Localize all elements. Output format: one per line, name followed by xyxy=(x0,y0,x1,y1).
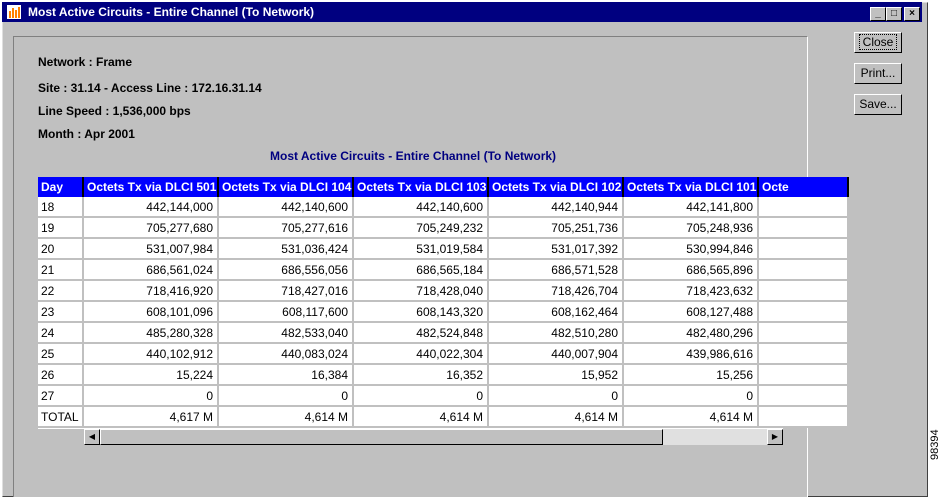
octets-cell: 485,280,328 xyxy=(83,322,218,343)
data-table xyxy=(38,177,849,428)
octets-cell: 4,614 M xyxy=(218,406,353,427)
column-header-dlci-104[interactable]: Octets Tx via DLCI 104 xyxy=(218,177,353,197)
octets-cell: 15,224 xyxy=(83,364,218,385)
day-cell: 21 xyxy=(38,259,83,280)
day-cell: TOTAL xyxy=(38,406,83,427)
octets-cell xyxy=(758,217,848,238)
month-label: Month : Apr 2001 xyxy=(38,127,135,141)
octets-cell: 686,565,896 xyxy=(623,259,758,280)
octets-cell: 608,127,488 xyxy=(623,301,758,322)
table-row[interactable] xyxy=(38,259,848,280)
octets-cell: 608,101,096 xyxy=(83,301,218,322)
octets-cell xyxy=(758,322,848,343)
octets-cell: 4,617 M xyxy=(83,406,218,427)
scrollbar-thumb[interactable] xyxy=(100,429,663,445)
save-button[interactable] xyxy=(854,94,902,115)
print-button[interactable] xyxy=(854,63,902,84)
day-cell: 20 xyxy=(38,238,83,259)
table-row[interactable] xyxy=(38,301,848,322)
octets-cell: 705,277,616 xyxy=(218,217,353,238)
table-row[interactable] xyxy=(38,364,848,385)
octets-cell xyxy=(758,197,848,217)
octets-cell: 718,427,016 xyxy=(218,280,353,301)
octets-cell: 0 xyxy=(218,385,353,406)
network-label: Network : Frame xyxy=(38,55,133,69)
maximize-button[interactable]: □ xyxy=(886,7,902,21)
octets-cell: 705,248,936 xyxy=(623,217,758,238)
column-header-dlci-103[interactable]: Octets Tx via DLCI 103 xyxy=(353,177,488,197)
octets-cell: 442,140,600 xyxy=(353,197,488,217)
octets-cell: 531,036,424 xyxy=(218,238,353,259)
octets-cell: 718,416,920 xyxy=(83,280,218,301)
octets-cell xyxy=(758,343,848,364)
column-header-day[interactable]: Day xyxy=(38,177,83,197)
octets-cell xyxy=(758,301,848,322)
octets-cell: 16,384 xyxy=(218,364,353,385)
octets-cell: 439,986,616 xyxy=(623,343,758,364)
octets-cell xyxy=(758,280,848,301)
day-cell: 24 xyxy=(38,322,83,343)
octets-cell: 686,565,184 xyxy=(353,259,488,280)
octets-cell: 4,614 M xyxy=(353,406,488,427)
column-header-partial[interactable]: Octe xyxy=(758,177,848,197)
octets-cell: 440,083,024 xyxy=(218,343,353,364)
table-row[interactable] xyxy=(38,406,848,427)
octets-cell xyxy=(758,385,848,406)
octets-cell: 442,140,944 xyxy=(488,197,623,217)
octets-cell: 718,428,040 xyxy=(353,280,488,301)
octets-cell: 531,017,392 xyxy=(488,238,623,259)
day-cell: 19 xyxy=(38,217,83,238)
octets-cell: 530,994,846 xyxy=(623,238,758,259)
arrow-right-icon[interactable]: ▶ xyxy=(767,429,783,445)
octets-cell xyxy=(758,406,848,427)
octets-cell: 482,480,296 xyxy=(623,322,758,343)
report-title: Most Active Circuits - Entire Channel (To Network) xyxy=(270,149,557,163)
octets-cell: 531,019,584 xyxy=(353,238,488,259)
minimize-button[interactable]: _ xyxy=(870,7,886,21)
octets-cell: 705,277,680 xyxy=(83,217,218,238)
octets-cell: 608,143,320 xyxy=(353,301,488,322)
octets-cell: 0 xyxy=(623,385,758,406)
close-button[interactable] xyxy=(854,32,902,53)
bar-chart-icon xyxy=(6,4,22,20)
octets-cell: 0 xyxy=(353,385,488,406)
day-cell: 25 xyxy=(38,343,83,364)
octets-cell: 0 xyxy=(488,385,623,406)
day-cell: 27 xyxy=(38,385,83,406)
day-cell: 22 xyxy=(38,280,83,301)
table-row[interactable] xyxy=(38,238,848,259)
octets-cell: 718,426,704 xyxy=(488,280,623,301)
octets-cell: 686,561,024 xyxy=(83,259,218,280)
day-cell: 26 xyxy=(38,364,83,385)
octets-cell: 0 xyxy=(83,385,218,406)
close-button-label: Close xyxy=(860,35,897,49)
column-header-dlci-501[interactable]: Octets Tx via DLCI 501 xyxy=(83,177,218,197)
octets-cell: 15,952 xyxy=(488,364,623,385)
day-cell: 23 xyxy=(38,301,83,322)
octets-cell: 440,007,904 xyxy=(488,343,623,364)
octets-cell: 4,614 M xyxy=(623,406,758,427)
octets-cell: 442,141,800 xyxy=(623,197,758,217)
octets-cell: 440,102,912 xyxy=(83,343,218,364)
octets-cell: 442,140,600 xyxy=(218,197,353,217)
table-row[interactable] xyxy=(38,217,848,238)
octets-cell xyxy=(758,364,848,385)
octets-cell: 686,571,528 xyxy=(488,259,623,280)
octets-cell: 15,256 xyxy=(623,364,758,385)
line-speed-label: Line Speed : 1,536,000 bps xyxy=(38,104,191,118)
table-row[interactable] xyxy=(38,385,848,406)
octets-cell xyxy=(758,259,848,280)
octets-cell: 705,251,736 xyxy=(488,217,623,238)
octets-cell xyxy=(758,238,848,259)
save-button-label: Save... xyxy=(859,97,897,111)
close-window-button[interactable]: × xyxy=(904,7,920,21)
data-table-viewport xyxy=(38,177,789,429)
site-label: Site : 31.14 - Access Line : 172.16.31.14 xyxy=(38,81,262,95)
window-title: Most Active Circuits - Entire Channel (To Network) xyxy=(28,5,315,19)
octets-cell: 608,162,464 xyxy=(488,301,623,322)
arrow-left-icon[interactable]: ◀ xyxy=(84,429,100,445)
table-row[interactable] xyxy=(38,197,848,217)
table-row[interactable] xyxy=(38,280,848,301)
octets-cell: 482,533,040 xyxy=(218,322,353,343)
figure-id: 98394 xyxy=(929,429,941,460)
octets-cell: 440,022,304 xyxy=(353,343,488,364)
octets-cell: 686,556,056 xyxy=(218,259,353,280)
octets-cell: 608,117,600 xyxy=(218,301,353,322)
title-bar[interactable] xyxy=(2,2,922,22)
table-header-row xyxy=(38,177,848,197)
table-row[interactable] xyxy=(38,322,848,343)
octets-cell: 16,352 xyxy=(353,364,488,385)
octets-cell: 705,249,232 xyxy=(353,217,488,238)
table-row[interactable] xyxy=(38,343,848,364)
horizontal-scrollbar[interactable] xyxy=(84,429,783,445)
octets-cell: 718,423,632 xyxy=(623,280,758,301)
day-cell: 18 xyxy=(38,197,83,217)
column-header-dlci-102[interactable]: Octets Tx via DLCI 102 xyxy=(488,177,623,197)
octets-cell: 442,144,000 xyxy=(83,197,218,217)
print-button-label: Print... xyxy=(860,66,896,80)
octets-cell: 531,007,984 xyxy=(83,238,218,259)
octets-cell: 4,614 M xyxy=(488,406,623,427)
octets-cell: 482,510,280 xyxy=(488,322,623,343)
column-header-dlci-101[interactable]: Octets Tx via DLCI 101 xyxy=(623,177,758,197)
octets-cell: 482,524,848 xyxy=(353,322,488,343)
